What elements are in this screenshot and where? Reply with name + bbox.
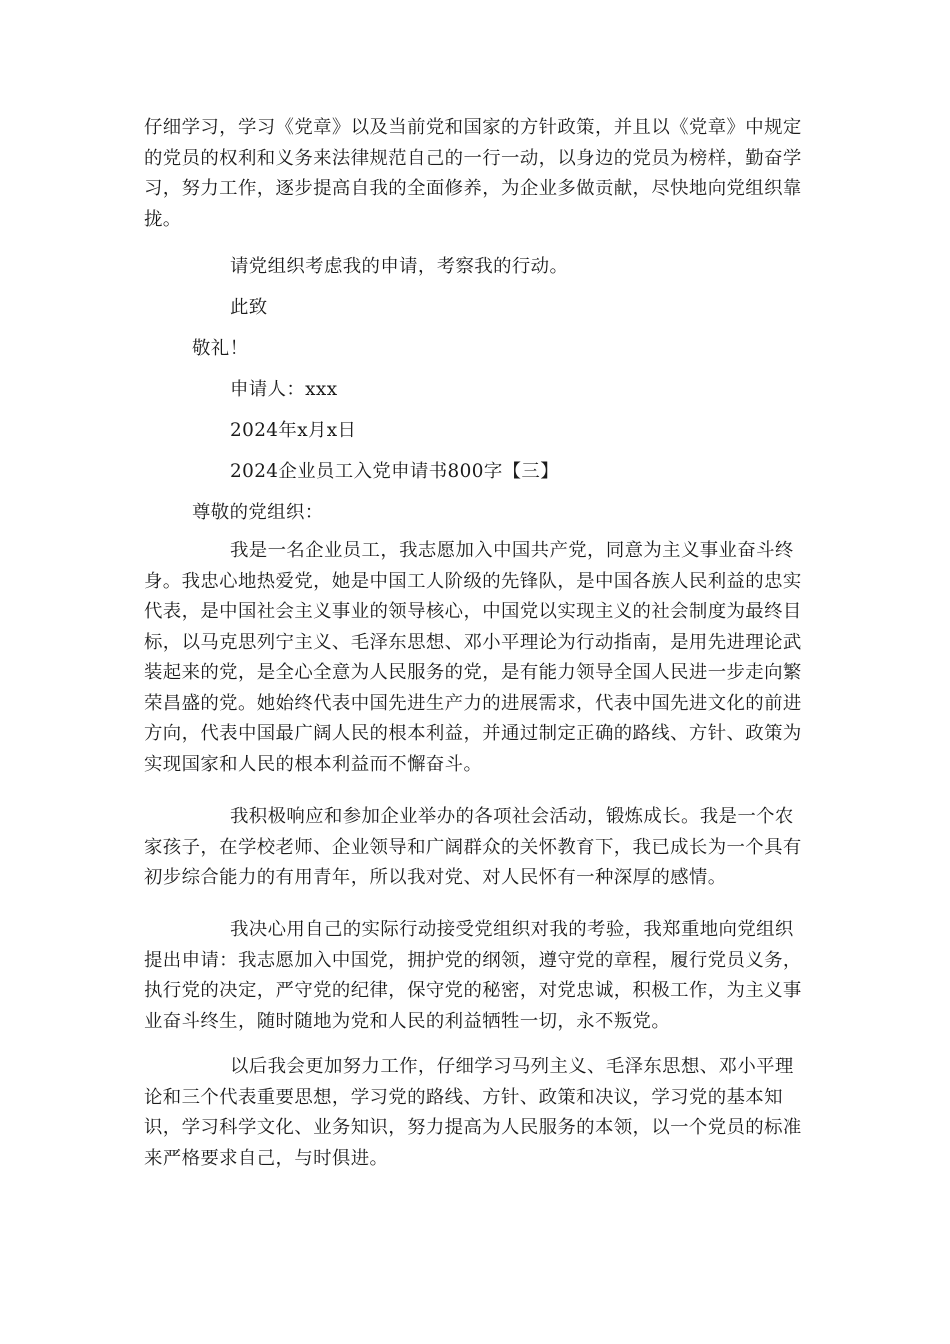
section-title: 2024企业员工入党申请书800字【三】	[230, 461, 559, 482]
applicant-line: 申请人：xxx	[230, 379, 338, 400]
request-line: 请党组织考虑我的申请，考察我的行动。	[230, 256, 569, 277]
salutation: 尊敬的党组织：	[192, 502, 324, 523]
closing-cizhi: 此致	[230, 297, 268, 318]
paragraph-continued: 仔细学习，学习《党章》以及当前党和国家的方针政策，并且以《党章》中规定的党员的权利和义务来法律规范自己的一行一动，以身边的党员为榜样，勤奋学习，努力工作，逐步提高自我的全面修养，为企业多做贡献，尽快地向党组织靠拢。	[144, 117, 802, 230]
date-line: 2024年x月x日	[230, 420, 357, 441]
paragraph-4: 以后我会更加努力工作，仔细学习马列主义、毛泽东思想、邓小平理论和三个代表重要思想，学习党的路线、方针、政策和决议，学习党的基本知识，学习科学文化、业务知识，努力提高为人民服务的本领，以一个党员的标准来严格要求自己，与时俱进。	[144, 1056, 802, 1169]
paragraph-3: 我决心用自己的实际行动接受党组织对我的考验，我郑重地向党组织提出申请：我志愿加入中国党，拥护党的纲领，遵守党的章程，履行党员义务，执行党的决定，严守党的纪律，保守党的秘密，对党忠诚，积极工作，为主义事业奋斗终生，随时随地为党和人民的利益牺牲一切，永不叛党。	[144, 919, 802, 1032]
paragraph-2: 我积极响应和参加企业举办的各项社会活动，锻炼成长。我是一个农家孩子，在学校老师、企业领导和广阔群众的关怀教育下，我已成长为一个具有初步综合能力的有用青年，所以我对党、对人民怀有一种深厚的感情。	[144, 806, 802, 888]
paragraph-1: 我是一名企业员工，我志愿加入中国共产党，同意为主义事业奋斗终身。我忠心地热爱党，她是中国工人阶级的先锋队，是中国各族人民利益的忠实代表，是中国社会主义事业的领导核心，中国党以实现主义的社会制度为最终目标，以马克思列宁主义、毛泽东思想、邓小平理论为行动指南，是用先进理论武装起来的党，是全心全意为人民服务的党，是有能力领导全国人民进一步走向繁荣昌盛的党。她始终代表中国先进生产力的进展需求，代表中国先进文化的前进方向，代表中国最广阔人民的根本利益，并通过制定正确的路线、方针、政策为实现国家和人民的根本利益而不懈奋斗。	[144, 540, 802, 775]
closing-jingli: 敬礼！	[192, 338, 249, 359]
